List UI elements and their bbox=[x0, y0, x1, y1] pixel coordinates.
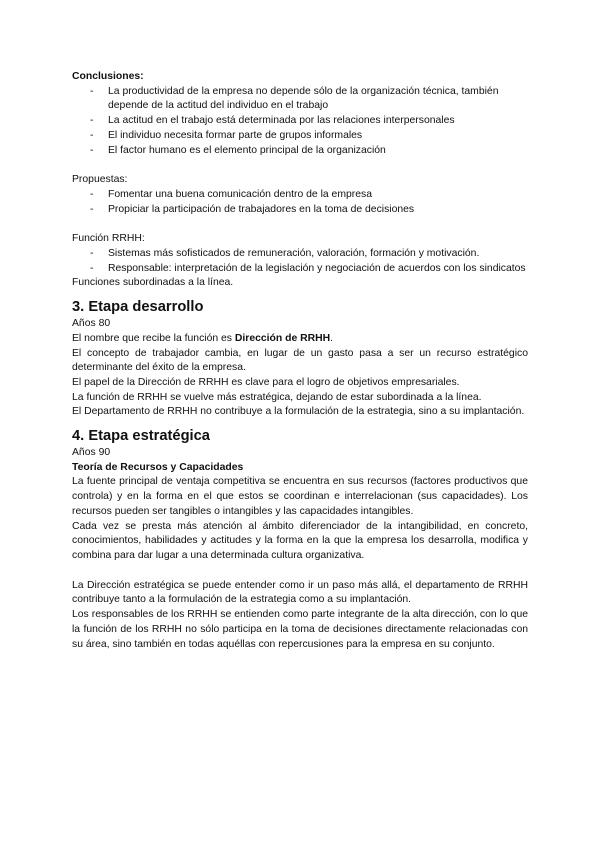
conclusiones-list bbox=[72, 85, 528, 159]
funcion-rrhh-list bbox=[72, 247, 528, 276]
subsection-title: Teoría de Recursos y Capacidades bbox=[72, 461, 244, 473]
list-item: - Responsable: interpretación de la legislación y negociación de acuerdos con los sindicatos bbox=[72, 262, 528, 277]
funcion-rrhh-heading: Función RRHH: bbox=[72, 233, 145, 245]
propuestas-list bbox=[72, 188, 528, 217]
dash-bullet: - bbox=[90, 203, 94, 215]
propuestas-heading: Propuestas: bbox=[72, 174, 128, 186]
function-name-line: El nombre que recibe la función es Dirección de RRHH. bbox=[72, 332, 334, 344]
dash-bullet: - bbox=[90, 115, 94, 127]
list-item: - El factor humano es el elemento principal de la organización bbox=[72, 144, 528, 159]
list-item: - Fomentar una buena comunicación dentro de la empresa bbox=[72, 188, 528, 203]
paragraph: Cada vez se presta más atención al ámbito diferenciador de la intangibilidad, en concreto, conocimientos, habilidades y actitudes y la forma en la que la empresa los desarrolla, modifica y combina para dar lugar a una determinada cultura organizativa. bbox=[72, 520, 528, 561]
section-years: Años 90 bbox=[72, 447, 111, 459]
dash-bullet: - bbox=[90, 144, 94, 156]
list-item: - El individuo necesita formar parte de grupos informales bbox=[72, 129, 528, 144]
paragraph: La función de RRHH se vuelve más estratégica, dejando de estar subordinada a la línea. bbox=[72, 391, 482, 403]
list-item: - Sistemas más sofisticados de remuneración, valoración, formación y motivación. bbox=[72, 247, 528, 262]
dash-bullet: - bbox=[90, 248, 94, 260]
list-item: - La productividad de la empresa no depende sólo de la organización técnica, también depende de la actitud del individuo en el trabajo bbox=[90, 85, 499, 112]
function-name-bold: Dirección de RRHH bbox=[234, 332, 331, 344]
funcion-rrhh-note: Funciones subordinadas a la línea. bbox=[72, 277, 234, 289]
dash-bullet: - bbox=[90, 262, 94, 274]
list-item: - La actitud en el trabajo está determinada por las relaciones interpersonales bbox=[72, 114, 528, 129]
section-title-etapa-desarrollo: 3. Etapa desarrollo bbox=[72, 299, 204, 316]
dash-bullet: - bbox=[90, 188, 94, 200]
paragraph: La fuente principal de ventaja competitiva se encuentra en sus recursos (factores productivos que controla) y en la forma en el que estos se coordinan e interrelacionan (sus capacidades). Los recursos pueden ser tangibles o intangibles y las capacidades intangibles. bbox=[72, 476, 528, 517]
section-years: Años 80 bbox=[72, 318, 111, 330]
dash-bullet: - bbox=[90, 129, 94, 141]
list-item: - Propiciar la participación de trabajadores en la toma de decisiones bbox=[72, 203, 528, 218]
paragraph: El concepto de trabajador cambia, en lugar de un gasto pasa a ser un recurso estratégico determinante del éxito de la empresa. bbox=[72, 347, 528, 374]
paragraph: La Dirección estratégica se puede entender como ir un paso más allá, el departamento de RRHH contribuye tanto a la formulación de la estrategia como a su implantación. bbox=[72, 579, 528, 606]
section-title-etapa-estrategica: 4. Etapa estratégica bbox=[72, 428, 210, 445]
conclusiones-heading: Conclusiones: bbox=[72, 71, 144, 82]
document-page bbox=[72, 70, 528, 652]
paragraph: El papel de la Dirección de RRHH es clave para el logro de objetivos empresariales. bbox=[72, 376, 460, 388]
dash-bullet: - bbox=[90, 85, 94, 97]
paragraph: Los responsables de los RRHH se entienden como parte integrante de la alta dirección, con lo que la función de los RRHH no sólo participa en la toma de decisiones directamente relacionadas con su área, sino también en todas aquéllas con repercusiones para la empresa en su conjunto. bbox=[72, 609, 528, 650]
paragraph: El Departamento de RRHH no contribuye a la formulación de la estrategia, sino a su implantación. bbox=[72, 406, 525, 418]
